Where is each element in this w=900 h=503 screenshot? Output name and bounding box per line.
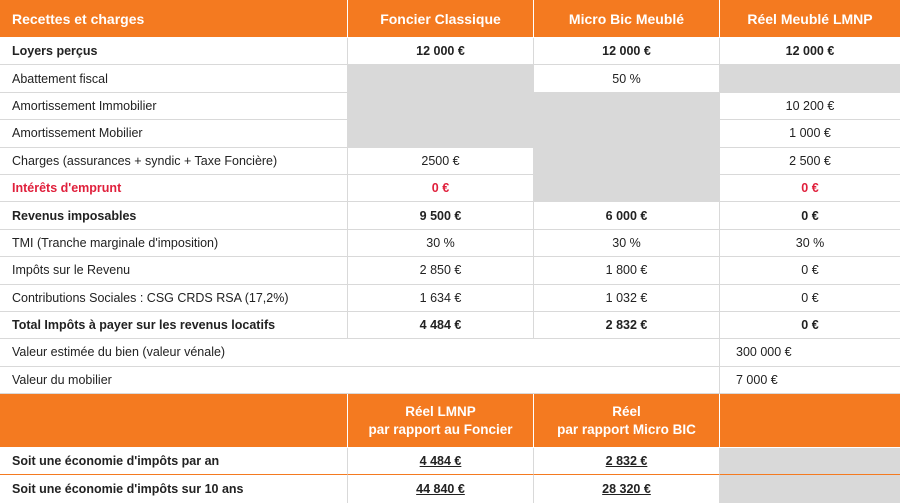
cell-lmnp: 30 %	[720, 230, 900, 257]
table-header	[0, 0, 900, 38]
cell-lmnp: 10 200 €	[720, 93, 900, 120]
cell-foncier-savings	[348, 475, 534, 502]
table-row-loyers	[0, 38, 900, 65]
cell-foncier: 2 850 €	[348, 257, 534, 284]
value: 44 840 €	[416, 482, 465, 497]
table-row-economie-an	[0, 448, 900, 475]
cell-micro-bic-empty	[534, 120, 720, 147]
cell-micro-bic-empty	[534, 93, 720, 120]
value: 4 484 €	[419, 454, 462, 469]
cell-foncier: 1 634 €	[348, 285, 534, 312]
cell-lmnp: 0 €	[720, 257, 900, 284]
cell-lmnp: 0 €	[720, 285, 900, 312]
header-micro-bic: Micro Bic Meublé	[534, 0, 720, 38]
table-row-total-impots	[0, 312, 900, 339]
header-line: Réel LMNP	[405, 403, 476, 419]
cell-lmnp: 0 €	[720, 175, 900, 202]
row-label: Charges (assurances + syndic + Taxe Foncière)	[0, 148, 348, 175]
row-label: Valeur estimée du bien (valeur vénale)	[0, 339, 720, 366]
value: 2 832 €	[605, 454, 648, 469]
cell-foncier-empty	[348, 65, 534, 92]
table-row-charges	[0, 148, 900, 175]
cell-foncier-empty	[348, 120, 534, 147]
cell-empty	[720, 475, 900, 502]
row-label: Intérêts d'emprunt	[0, 175, 348, 202]
header-lmnp-vs-foncier	[348, 394, 534, 448]
cell-foncier: 0 €	[348, 175, 534, 202]
cell-lmnp-empty	[720, 65, 900, 92]
cell-micro-bic: 1 800 €	[534, 257, 720, 284]
row-label: Revenus imposables	[0, 202, 348, 229]
header-foncier-classique: Foncier Classique	[348, 0, 534, 38]
row-label: Soit une économie d'impôts sur 10 ans	[0, 475, 348, 502]
row-label: Abattement fiscal	[0, 65, 348, 92]
header-reel-vs-micro-bic	[534, 394, 720, 448]
row-label: Loyers perçus	[0, 38, 348, 65]
cell-value: 7 000 €	[720, 367, 900, 394]
cell-lmnp: 1 000 €	[720, 120, 900, 147]
cell-micro-bic-savings	[534, 448, 720, 475]
cell-lmnp: 0 €	[720, 202, 900, 229]
row-label: Amortissement Immobilier	[0, 93, 348, 120]
cell-micro-bic-empty	[534, 175, 720, 202]
value: 28 320 €	[602, 482, 651, 497]
header-line: par rapport au Foncier	[368, 421, 513, 437]
table-row-amort-immo	[0, 93, 900, 120]
cell-micro-bic: 30 %	[534, 230, 720, 257]
cell-empty	[720, 448, 900, 475]
row-label: Valeur du mobilier	[0, 367, 720, 394]
cell-value: 300 000 €	[720, 339, 900, 366]
row-label: Total Impôts à payer sur les revenus locatifs	[0, 312, 348, 339]
table-row-revenus-imposables	[0, 202, 900, 229]
table-row-economie-10-ans	[0, 475, 900, 502]
comparison-header-empty	[0, 394, 348, 448]
cell-micro-bic-savings	[534, 475, 720, 502]
cell-lmnp: 12 000 €	[720, 38, 900, 65]
cell-micro-bic: 50 %	[534, 65, 720, 92]
cell-lmnp: 0 €	[720, 312, 900, 339]
cell-foncier-empty	[348, 93, 534, 120]
row-label: Soit une économie d'impôts par an	[0, 448, 348, 475]
cell-foncier: 4 484 €	[348, 312, 534, 339]
cell-foncier: 9 500 €	[348, 202, 534, 229]
cell-foncier: 2500 €	[348, 148, 534, 175]
cell-micro-bic: 12 000 €	[534, 38, 720, 65]
header-line: par rapport Micro BIC	[557, 421, 696, 437]
cell-micro-bic: 1 032 €	[534, 285, 720, 312]
table-row-valeur-mobilier	[0, 367, 900, 394]
table-row-tmi	[0, 230, 900, 257]
header-line: Réel	[612, 403, 641, 419]
cell-micro-bic: 2 832 €	[534, 312, 720, 339]
cell-foncier: 12 000 €	[348, 38, 534, 65]
table-row-valeur-bien	[0, 339, 900, 366]
table-row-impots-revenu	[0, 257, 900, 284]
cell-foncier-savings	[348, 448, 534, 475]
row-label: Impôts sur le Revenu	[0, 257, 348, 284]
cell-foncier: 30 %	[348, 230, 534, 257]
cell-micro-bic: 6 000 €	[534, 202, 720, 229]
row-label: TMI (Tranche marginale d'imposition)	[0, 230, 348, 257]
comparison-header	[0, 394, 900, 448]
row-label: Contributions Sociales : CSG CRDS RSA (17,2%)	[0, 285, 348, 312]
table-row-contributions	[0, 285, 900, 312]
cell-micro-bic-empty	[534, 148, 720, 175]
header-recettes-charges: Recettes et charges	[0, 0, 348, 38]
comparison-header-empty	[720, 394, 900, 448]
table-row-interets	[0, 175, 900, 202]
table-row-abattement	[0, 65, 900, 92]
cell-lmnp: 2 500 €	[720, 148, 900, 175]
row-label: Amortissement Mobilier	[0, 120, 348, 147]
header-reel-lmnp: Réel Meublé LMNP	[720, 0, 900, 38]
table-row-amort-mob	[0, 120, 900, 147]
